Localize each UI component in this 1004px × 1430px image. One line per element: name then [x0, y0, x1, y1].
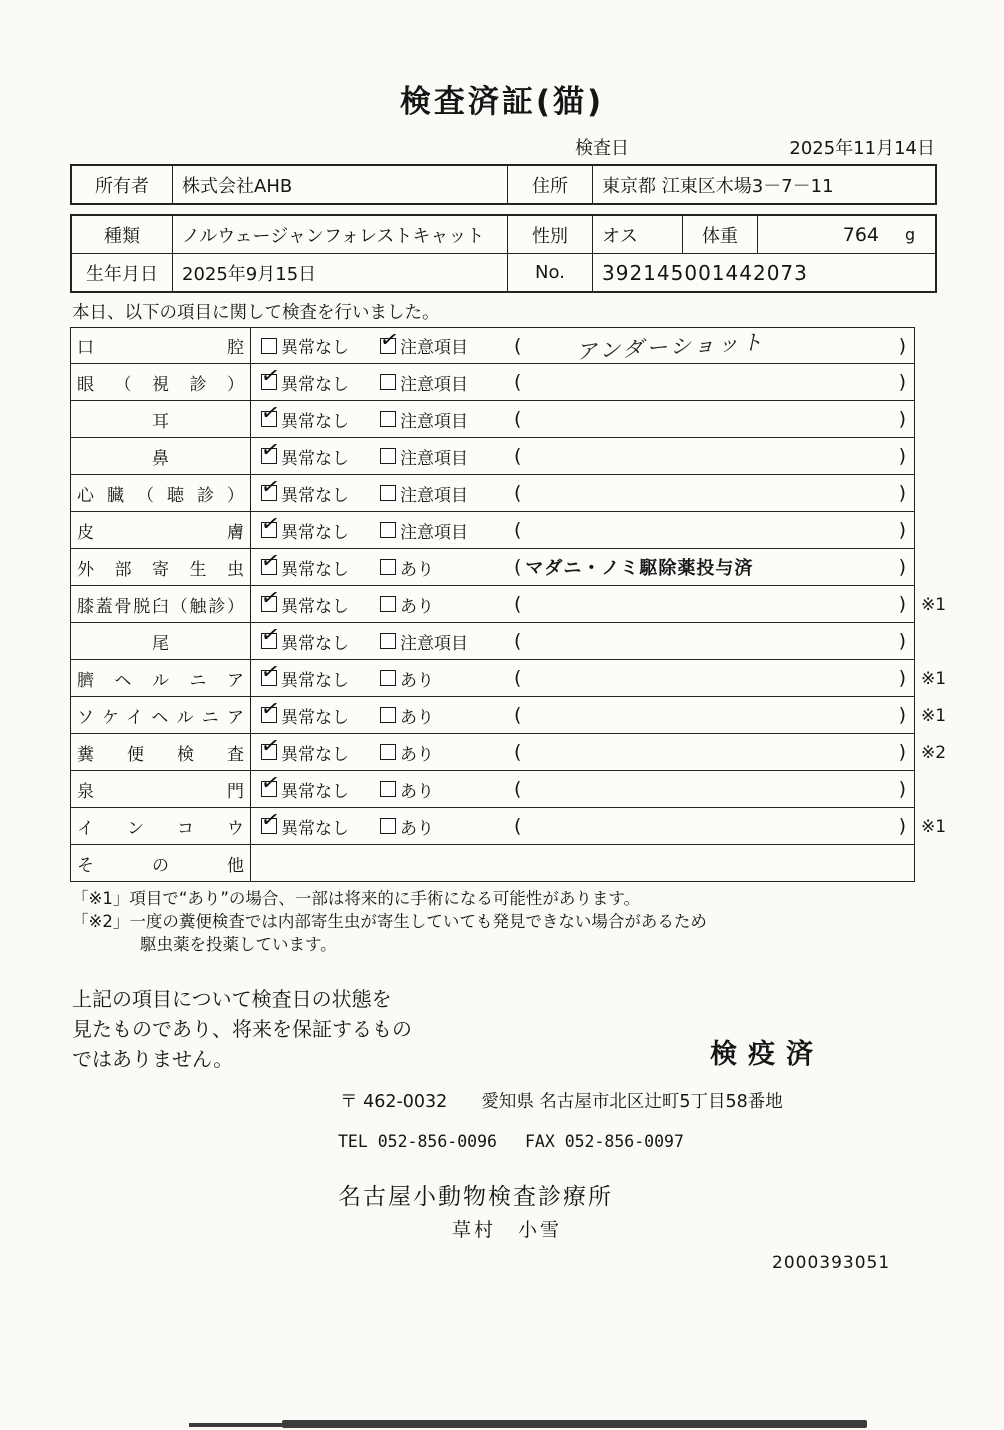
exam-line [70, 771, 960, 808]
exam-note-cell [506, 328, 914, 363]
attention-option-cell [376, 734, 506, 770]
footnote-mark [915, 549, 960, 586]
attention-option-cell [376, 771, 506, 807]
check-icon: ✓ [258, 621, 282, 650]
open-paren: ( [514, 371, 522, 393]
check-icon: ✓ [258, 584, 282, 613]
clinic-postal-code: 〒 462-0032 [340, 1092, 448, 1112]
close-paren: ) [898, 445, 906, 467]
exam-row [70, 808, 915, 845]
normal-option-label: 異常なし [281, 744, 349, 765]
pet-table [70, 214, 937, 293]
normal-option-label: 異常なし [281, 522, 349, 543]
attention-option-label: 注意項目 [400, 633, 468, 654]
exam-line [70, 845, 960, 882]
no-value: 392145001442073 [592, 254, 935, 291]
breed-label: 種類 [104, 225, 140, 247]
exam-item-label-cell [71, 438, 251, 474]
exam-row [70, 401, 915, 438]
attention-checkbox[interactable] [380, 559, 396, 575]
exam-line [70, 475, 960, 512]
clinic-phone-row [338, 1132, 684, 1151]
normal-option-label: 異常なし [281, 596, 349, 617]
exam-item-label: 膝蓋骨脱臼（触診） [77, 596, 244, 617]
normal-checkbox[interactable] [261, 338, 277, 354]
exam-row [70, 623, 915, 660]
check-icon: ✓ [258, 436, 282, 465]
footnote-mark [915, 475, 960, 512]
attention-option-cell [376, 586, 506, 622]
check-icon: ✓ [258, 362, 282, 391]
clinic-name: 名古屋小動物検査診療所 [338, 1184, 613, 1210]
inspection-date-value: 2025年11月14日 [789, 138, 935, 159]
clinic-address-row [340, 1088, 783, 1113]
footnote-mark [915, 438, 960, 475]
attention-checkbox[interactable] [380, 411, 396, 427]
normal-checkbox[interactable] [258, 584, 282, 613]
close-paren: ) [898, 667, 906, 689]
exam-note-cell [506, 512, 914, 548]
attention-option-label: 注意項目 [400, 448, 468, 469]
exam-note-cell [506, 401, 914, 437]
open-paren: ( [514, 630, 522, 652]
attention-option-cell [376, 808, 506, 844]
normal-checkbox[interactable] [258, 621, 282, 650]
exam-note-cell [506, 845, 914, 881]
normal-option-cell [251, 438, 376, 474]
close-paren: ) [898, 519, 906, 541]
clinic-fax: FAX 052-856-0097 [524, 1132, 684, 1151]
normal-option-label: 異常なし [281, 448, 349, 469]
attention-option-label: あり [400, 596, 434, 617]
footnote-2: 「※2」一度の糞便検査では内部寄生虫が寄生していても発見できない場合があるため [72, 912, 707, 931]
exam-item-label-cell [71, 771, 251, 807]
exam-note-cell [506, 734, 914, 770]
page-title: 検査済証(猫) [399, 84, 605, 120]
normal-checkbox[interactable] [258, 436, 282, 465]
close-paren: ) [898, 630, 906, 652]
attention-option-cell [376, 697, 506, 733]
sex-label: 性別 [507, 216, 592, 253]
open-paren: ( [514, 778, 522, 800]
normal-checkbox[interactable] [258, 362, 282, 391]
attention-checkbox[interactable] [380, 744, 396, 760]
footnote-mark: ※1 [921, 668, 947, 689]
quarantine-stamp: 検疫済 [710, 1039, 824, 1070]
birth-label: 生年月日 [86, 263, 158, 285]
close-paren: ) [898, 556, 906, 578]
close-paren: ) [898, 371, 906, 393]
exam-item-label: その他 [77, 855, 244, 876]
attention-option-cell [376, 623, 506, 659]
normal-option-cell [251, 734, 376, 770]
normal-option-label: 異常なし [281, 374, 349, 395]
exam-row [70, 586, 915, 623]
scan-artifact [282, 1420, 867, 1428]
attention-option-cell [376, 512, 506, 548]
exam-row [70, 475, 915, 512]
exam-line [70, 734, 960, 771]
check-icon: ✓ [258, 769, 282, 798]
normal-checkbox[interactable] [258, 473, 282, 502]
exam-line [70, 512, 960, 549]
exam-line [70, 364, 960, 401]
normal-option-cell [251, 808, 376, 844]
exam-item-label: 耳 [152, 411, 169, 432]
footnote-mark [915, 401, 960, 438]
normal-checkbox[interactable] [258, 769, 282, 798]
exam-note: マダニ・ノミ駆除薬投与済 [525, 558, 754, 579]
footnote-mark: ※1 [921, 816, 947, 837]
disclaimer-line-3: ではありません。 [72, 1047, 234, 1071]
normal-checkbox[interactable] [258, 695, 282, 724]
exam-row [70, 697, 915, 734]
exam-note-cell [506, 697, 914, 733]
normal-checkbox[interactable] [258, 806, 282, 835]
weight-unit: g [905, 225, 916, 244]
clinic-address: 愛知県 名古屋市北区辻町5丁目58番地 [481, 1092, 783, 1112]
exam-item-label: 口腔 [77, 338, 244, 358]
attention-option-cell [376, 438, 506, 474]
exam-item-label-cell [71, 660, 251, 696]
normal-option-cell [251, 660, 376, 696]
attention-checkbox[interactable] [380, 485, 396, 501]
exam-row [70, 845, 915, 882]
exam-line [70, 623, 960, 660]
owner-address: 東京都 江東区木場3－7－11 [592, 166, 935, 203]
exam-item-label: インコウ [77, 818, 244, 839]
close-paren: ) [898, 741, 906, 763]
exam-item-label-cell [71, 328, 251, 363]
check-icon: ✓ [258, 806, 282, 835]
footnote-mark [915, 327, 960, 364]
footnote-mark [915, 623, 960, 660]
attention-checkbox[interactable] [380, 633, 396, 649]
breed-value: ノルウェージャンフォレストキャット [172, 216, 507, 253]
check-icon: ✓ [258, 658, 282, 687]
attention-option-label: あり [400, 707, 434, 728]
exam-note-cell [506, 771, 914, 807]
normal-option-label: 異常なし [281, 670, 349, 691]
exam-item-label-cell [71, 845, 251, 881]
attention-option-label: あり [400, 670, 434, 691]
normal-checkbox[interactable] [258, 732, 282, 761]
disclaimer-line-2: 見たものであり、将来を保証するもの [72, 1017, 412, 1041]
inspection-date-label: 検査日 [575, 138, 629, 159]
attention-checkbox[interactable] [380, 781, 396, 797]
exam-line [70, 586, 960, 623]
staff-name: 草村 小雪 [452, 1219, 563, 1241]
intro-text: 本日、以下の項目に関して検査を行いました。 [72, 303, 440, 323]
close-paren: ) [898, 778, 906, 800]
exam-item-label: ソケイヘルニア [77, 707, 244, 728]
footnote-mark: ※2 [921, 742, 947, 763]
exam-row [70, 327, 915, 364]
pet-row-2 [72, 253, 935, 291]
exam-item-label: 鼻 [152, 448, 169, 469]
attention-checkbox[interactable] [377, 326, 401, 354]
exam-item-label-cell [71, 808, 251, 844]
open-paren: ( [514, 408, 522, 430]
open-paren: ( [514, 556, 522, 578]
attention-checkbox[interactable] [380, 448, 396, 464]
attention-option-label: あり [400, 559, 434, 580]
normal-option-label: 異常なし [281, 411, 349, 432]
disclaimer-line-1: 上記の項目について検査日の状態を [72, 987, 392, 1011]
normal-option-cell [251, 401, 376, 437]
check-icon: ✓ [258, 695, 282, 724]
exam-item-label-cell [71, 549, 251, 585]
exam-note-cell [506, 475, 914, 511]
attention-option-label: あり [400, 744, 434, 765]
serial-number: 2000393051 [772, 1253, 891, 1273]
normal-option-cell [251, 328, 376, 363]
open-paren: ( [514, 334, 522, 357]
check-icon: ✓ [258, 473, 282, 502]
exam-note-cell [506, 364, 914, 400]
check-icon: ✓ [258, 547, 282, 576]
normal-option-label: 異常なし [281, 633, 349, 654]
weight-cell [757, 216, 935, 253]
open-paren: ( [514, 741, 522, 763]
footnote-mark [915, 771, 960, 808]
open-paren: ( [514, 593, 522, 615]
exam-item-label-cell [71, 734, 251, 770]
check-icon: ✓ [258, 510, 282, 539]
attention-checkbox[interactable] [380, 374, 396, 390]
open-paren: ( [514, 704, 522, 726]
exam-item-label: 糞便検査 [77, 744, 244, 765]
normal-option-label: 異常なし [281, 485, 349, 506]
attention-option-label: 注意項目 [400, 374, 468, 395]
weight-value: 764 [842, 223, 879, 246]
exam-item-label-cell [71, 623, 251, 659]
footnote-mark [915, 364, 960, 401]
normal-option-label: 異常なし [281, 781, 349, 802]
exam-note: アンダーショット [575, 329, 767, 364]
exam-row [70, 438, 915, 475]
exam-item-label: 泉門 [77, 781, 244, 802]
attention-option-label: 注意項目 [400, 522, 468, 543]
attention-option-cell [376, 364, 506, 400]
attention-option-label: あり [400, 781, 434, 802]
owner-address-label: 住所 [507, 166, 592, 203]
exam-line [70, 549, 960, 586]
sex-value: オス [592, 216, 682, 253]
attention-option-label: 注意項目 [400, 485, 468, 506]
no-label: No. [507, 254, 592, 291]
check-icon: ✓ [258, 399, 282, 428]
exam-line [70, 438, 960, 475]
exam-row [70, 549, 915, 586]
normal-option-cell [251, 512, 376, 548]
attention-checkbox[interactable] [380, 596, 396, 612]
attention-option-label: 注意項目 [400, 411, 468, 432]
footnote-mark [915, 512, 960, 549]
close-paren: ) [898, 704, 906, 726]
footnote-mark [915, 845, 960, 882]
attention-option-cell [376, 475, 506, 511]
footnote-mark: ※1 [921, 594, 947, 615]
open-paren: ( [514, 445, 522, 467]
exam-item-label-cell [71, 586, 251, 622]
exam-note-cell [506, 660, 914, 696]
owner-name: 株式会社AHB [172, 166, 507, 203]
exam-row [70, 512, 915, 549]
disclaimer [72, 984, 412, 1074]
normal-option-cell [251, 549, 376, 585]
attention-checkbox[interactable] [380, 522, 396, 538]
exam-line [70, 808, 960, 845]
open-paren: ( [514, 815, 522, 837]
exam-note-cell [506, 586, 914, 622]
attention-option-cell [376, 660, 506, 696]
normal-checkbox[interactable] [258, 547, 282, 576]
close-paren: ) [898, 593, 906, 615]
exam-line [70, 327, 960, 364]
exam-row [70, 660, 915, 697]
exam-item-label-cell [71, 475, 251, 511]
pet-row-1 [72, 216, 935, 253]
normal-option-cell [251, 586, 376, 622]
attention-option-label: 注意項目 [400, 338, 468, 358]
attention-option-cell [376, 401, 506, 437]
exam-item-label: 皮膚 [77, 522, 244, 543]
normal-option-cell [251, 697, 376, 733]
exam-item-label: 尾 [152, 633, 169, 654]
owner-label: 所有者 [95, 175, 149, 197]
exam-line [70, 401, 960, 438]
attention-checkbox[interactable] [380, 707, 396, 723]
close-paren: ) [898, 334, 906, 357]
attention-option-cell [376, 845, 506, 881]
open-paren: ( [514, 482, 522, 504]
exam-item-label: 眼（視診） [77, 374, 244, 395]
exam-item-label-cell [71, 512, 251, 548]
check-icon: ✓ [258, 732, 282, 761]
owner-row [72, 166, 935, 203]
clinic-tel: TEL 052-856-0096 [338, 1132, 497, 1151]
exam-note-cell [506, 623, 914, 659]
attention-option-cell [376, 549, 506, 585]
normal-option-label: 異常なし [281, 818, 349, 839]
attention-option-label: あり [400, 818, 434, 839]
exam-line [70, 697, 960, 734]
close-paren: ) [898, 482, 906, 504]
normal-option-cell [251, 845, 376, 881]
exam-item-label-cell [71, 697, 251, 733]
normal-option-cell [251, 623, 376, 659]
birth-value: 2025年9月15日 [172, 254, 507, 291]
attention-checkbox[interactable] [380, 818, 396, 834]
exam-note-cell [506, 549, 914, 585]
footnote-1: 「※1」項目で“あり”の場合、一部は将来的に手術になる可能性があります。 [72, 889, 641, 908]
exam-row [70, 734, 915, 771]
exam-table [70, 327, 960, 882]
footnotes [72, 887, 707, 956]
normal-option-label: 異常なし [281, 559, 349, 580]
exam-item-label: 臍ヘルニア [77, 670, 244, 691]
close-paren: ) [898, 408, 906, 430]
exam-note-cell [506, 808, 914, 844]
footnote-2-cont: 駆虫薬を投薬しています。 [140, 935, 337, 954]
exam-line [70, 660, 960, 697]
normal-option-label: 異常なし [281, 707, 349, 728]
normal-option-cell [251, 771, 376, 807]
exam-item-label-cell [71, 401, 251, 437]
normal-checkbox[interactable] [258, 399, 282, 428]
attention-checkbox[interactable] [380, 670, 396, 686]
normal-option-cell [251, 475, 376, 511]
normal-checkbox[interactable] [258, 658, 282, 687]
exam-row [70, 364, 915, 401]
close-paren: ) [898, 815, 906, 837]
exam-note-cell [506, 438, 914, 474]
weight-label: 体重 [682, 216, 757, 253]
open-paren: ( [514, 519, 522, 541]
normal-checkbox[interactable] [258, 510, 282, 539]
exam-item-label: 心臓（聴診） [77, 485, 244, 506]
normal-option-label: 異常なし [281, 338, 349, 358]
normal-option-cell [251, 364, 376, 400]
check-icon: ✓ [377, 326, 401, 354]
exam-row [70, 771, 915, 808]
footnote-mark: ※1 [921, 705, 947, 726]
exam-item-label: 外部寄生虫 [77, 559, 244, 580]
owner-table [70, 164, 937, 205]
open-paren: ( [514, 667, 522, 689]
exam-item-label-cell [71, 364, 251, 400]
inspection-date-row [575, 134, 935, 160]
attention-option-cell [376, 328, 506, 363]
